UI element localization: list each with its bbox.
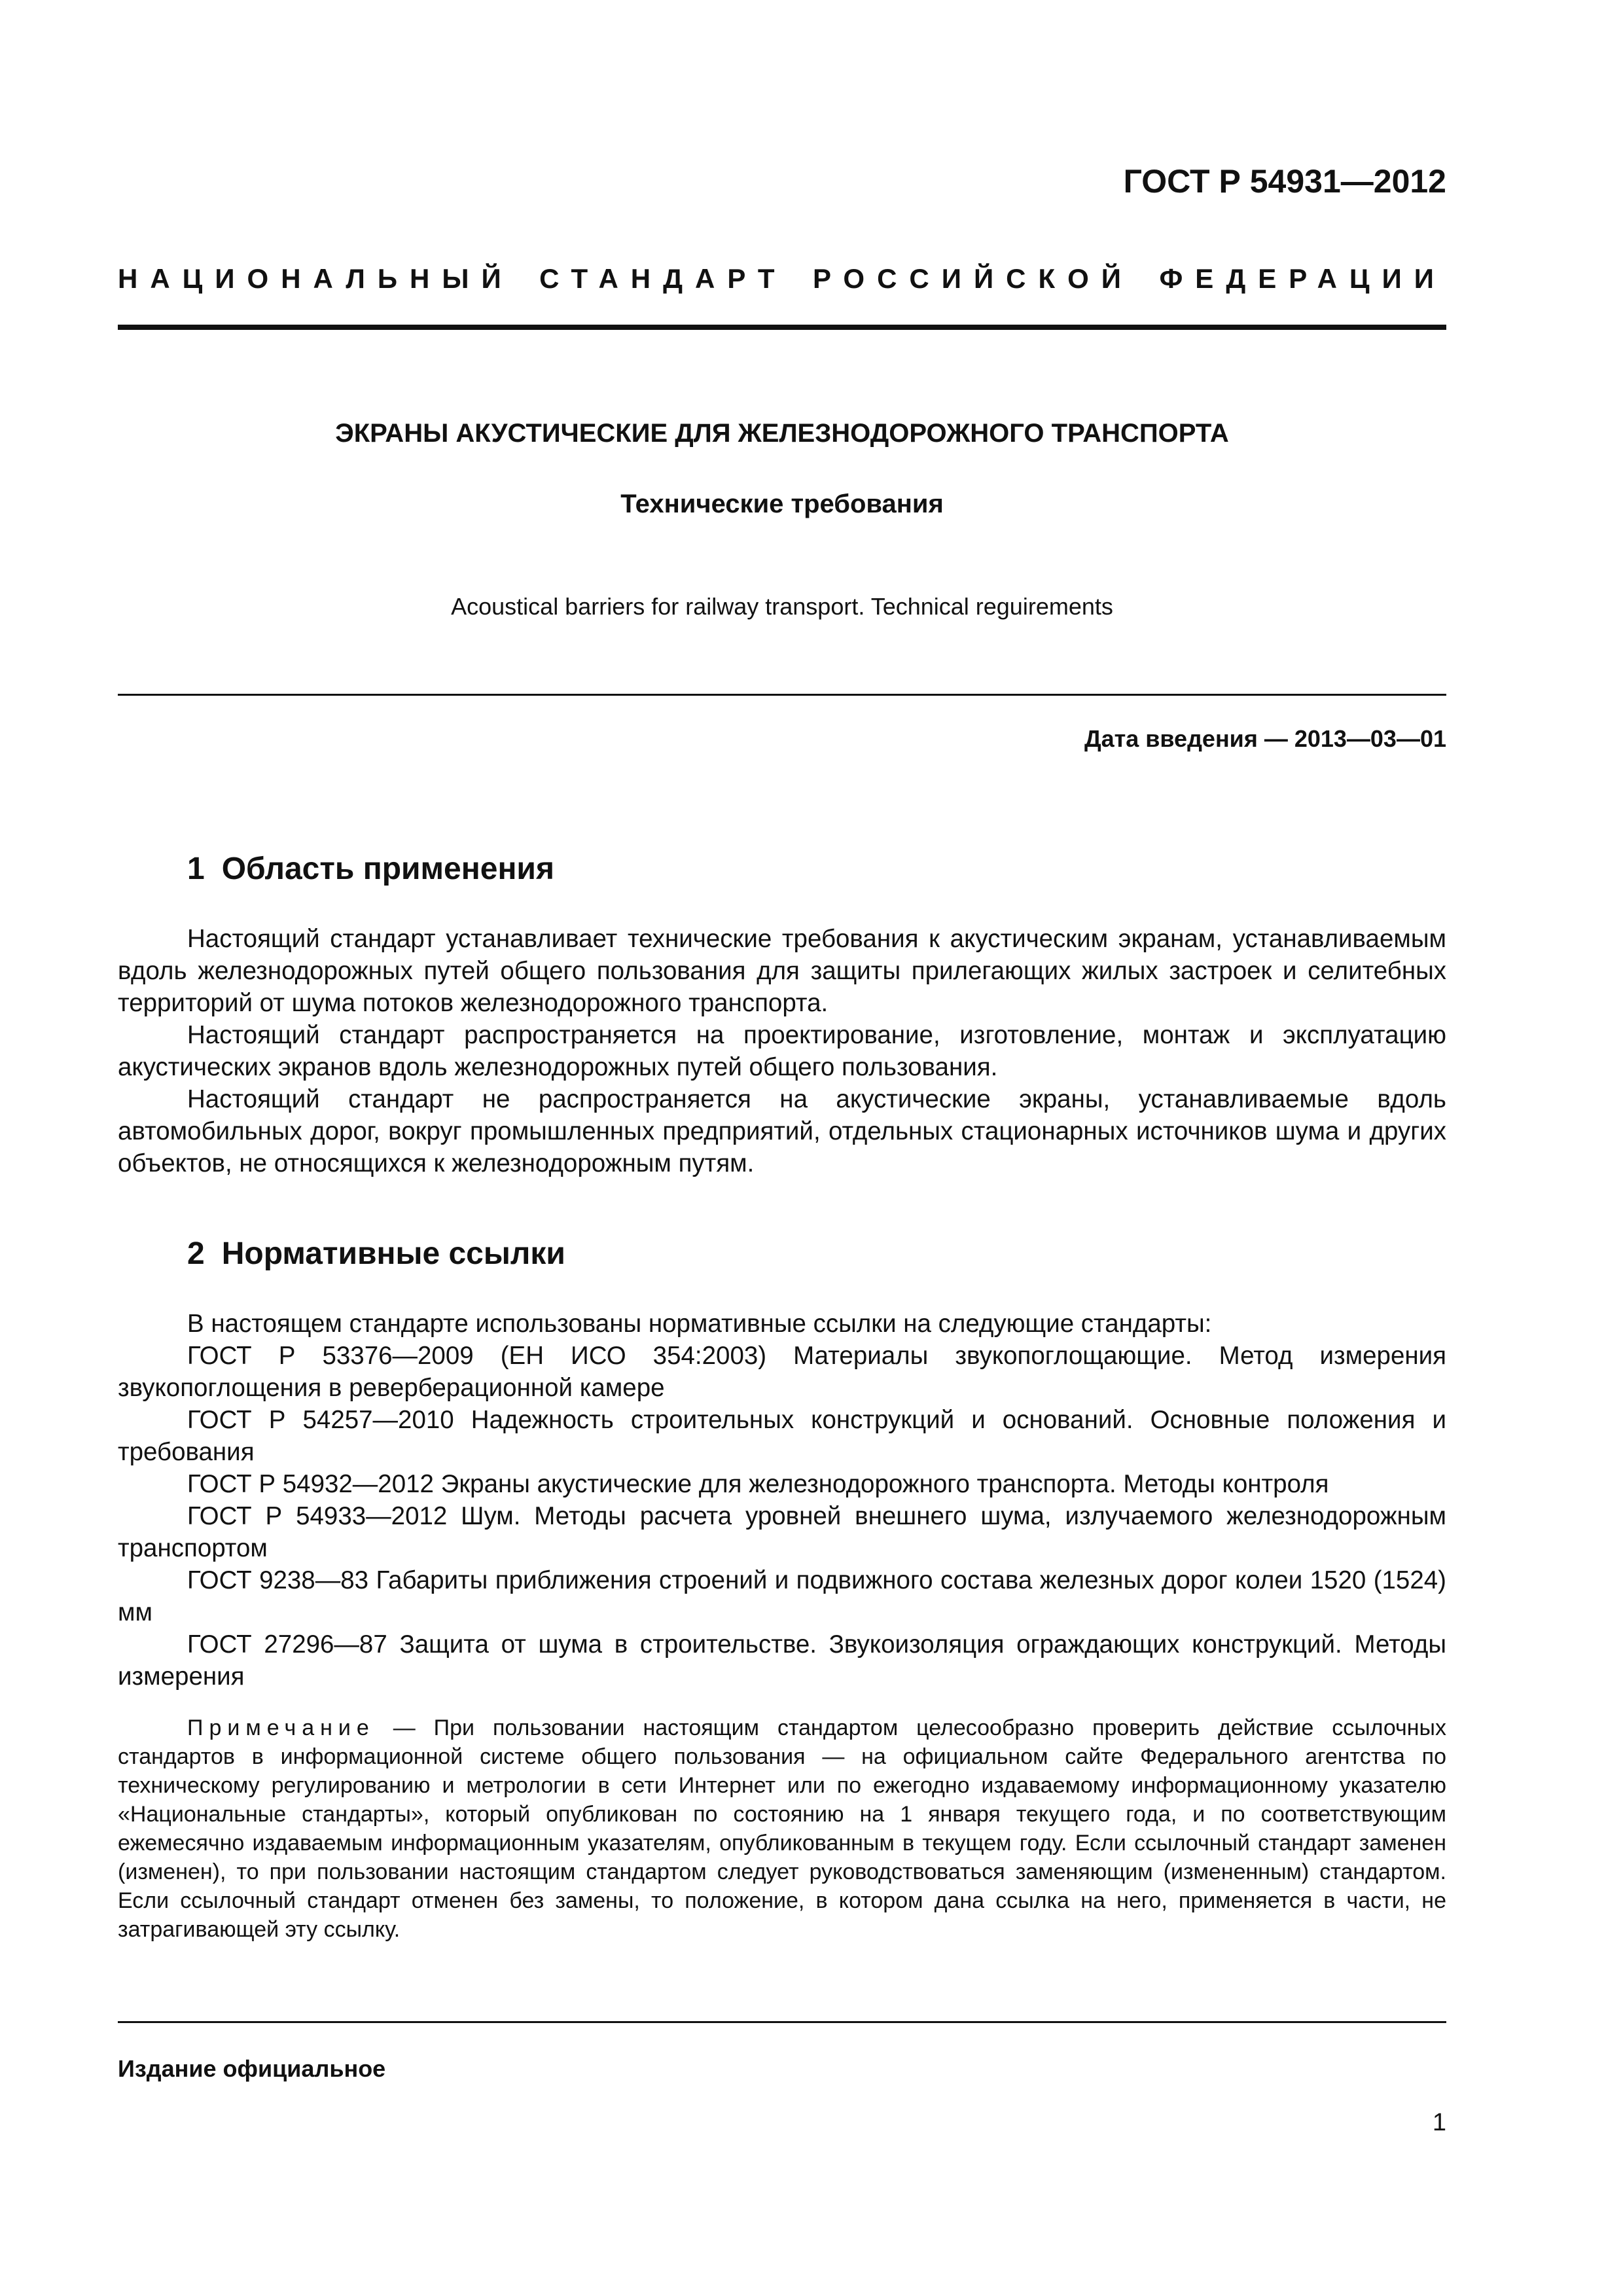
section-1-paragraph: Настоящий стандарт распространяется на проектирование, изготовление, монтаж и эксплуатацию акустических экранов вдоль железнодорожных путей общего пользования. [118,1021,1446,1081]
reference-item: ГОСТ Р 54257—2010 Надежность строительных конструкций и оснований. Основные положения и требования [118,1406,1446,1466]
section-1-title: Область применения [221,852,554,886]
national-title-word-4: ФЕДЕРАЦИИ [1159,263,1446,294]
section-2-number: 2 [187,1236,205,1271]
section-1-paragraph: Настоящий стандарт устанавливает технические требования к акустическим экранам, устанавливаемым вдоль железнодорожных путей общего пользования для защиты прилегающих жилых застроек и селитебных территорий от шума потоков железнодорожного транспорта. [118,925,1446,1017]
document-code: ГОСТ Р 54931—2012 [1123,163,1446,200]
reference-item: ГОСТ Р 53376—2009 (ЕН ИСО 354:2003) Материалы звукопоглощающие. Метод измерения звукопоглощения в реверберационной камере [118,1342,1446,1402]
section-2-intro: В настоящем стандарте использованы нормативные ссылки на следующие стандарты: [187,1310,1212,1338]
document-english-title: Acoustical barriers for railway transport. Technical reguirements [451,593,1113,620]
header-divider [118,325,1446,330]
title-divider [118,694,1446,696]
section-1-body [118,923,1446,1179]
note-label: Примечание [187,1715,375,1740]
reference-item: ГОСТ 27296—87 Защита от шума в строительстве. Звукоизоляция ограждающих конструкций. Методы измерения [118,1630,1446,1691]
section-2-heading [187,1236,565,1272]
footer-divider [118,2021,1446,2023]
reference-item: ГОСТ 9238—83 Габариты приближения строений и подвижного состава железных дорог колеи 1520 (1524) мм [118,1566,1446,1626]
section-2-title: Нормативные ссылки [221,1236,565,1271]
national-title-word-3: РОССИЙСКОЙ [812,263,1133,294]
section-1-heading [187,851,554,887]
references-note [118,1713,1446,1944]
introduction-date: Дата введения — 2013—03—01 [1084,725,1446,752]
reference-item: ГОСТ Р 54933—2012 Шум. Методы расчета уровней внешнего шума, излучаемого железнодорожным транспортом [118,1502,1446,1562]
official-edition-label: Издание официальное [118,2055,386,2082]
national-title-word-2: СТАНДАРТ [539,263,787,294]
section-1-paragraph: Настоящий стандарт не распространяется на акустические экраны, устанавливаемые вдоль автомобильных дорог, вокруг промышленных предприятий, отдельных стационарных источников шума и других объектов, не относящихся к железнодорожным путям. [118,1085,1446,1177]
note-text: — При пользовании настоящим стандартом целесообразно проверить действие ссылочных стандартов в информационной системе общего пользования — на официальном сайте Федерального агентства по техническому регулированию и метрологии в сети Интернет или по ежегодно издаваемому информационному указателю «Национальные стандарты», который опубликован по состоянию на 1 января текущего года, и по соответствующим ежемесячно издаваемым информационным указателям, опубликованным в текущем году. Если ссылочный стандарт заменен (изменен), то при пользовании настоящим стандартом следует руководствоваться заменяющим (измененным) стандартом. Если ссылочный стандарт отменен без замены, то положение, в котором дана ссылка на него, применяется в части, не затрагивающей эту ссылку. [118,1715,1446,1942]
document-main-title: ЭКРАНЫ АКУСТИЧЕСКИЕ ДЛЯ ЖЕЛЕЗНОДОРОЖНОГО ТРАНСПОРТА [335,419,1229,448]
reference-item: ГОСТ Р 54932—2012 Экраны акустические для железнодорожного транспорта. Методы контроля [187,1470,1329,1498]
national-title-word-1: НАЦИОНАЛЬНЫЙ [118,263,514,294]
section-2-body [118,1308,1446,1693]
national-standard-title [118,263,1446,295]
section-1-number: 1 [187,852,205,886]
page-number: 1 [1432,2109,1446,2136]
document-subtitle: Технические требования [620,490,944,518]
